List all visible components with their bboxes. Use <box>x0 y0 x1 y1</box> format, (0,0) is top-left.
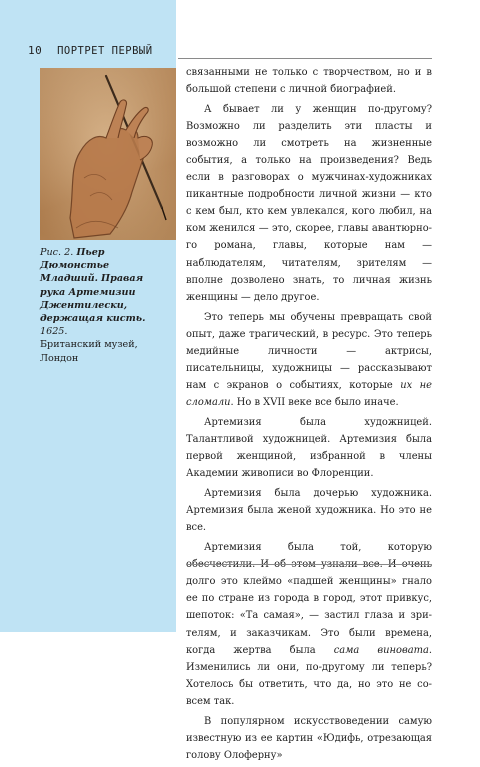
paragraph-3-text-a: Это теперь мы обучены превращать свой опыт, даже трагический, в ресурс. Это теперь медийные личности — актрисы, писательницы, художницы — рассказывают нам с экранов о событиях, которые <box>186 311 432 391</box>
paragraph-6-text-b: . Изменились ли они, по-другому ли теперь? Хотелось бы ответить, что да, но это не совсем так. <box>186 644 432 707</box>
paragraph-3-text-b: . Но в XVII веке все было иначе. <box>230 396 399 408</box>
caption-title: Правая рука Артемизии Джентилески, держащая кисть. <box>40 273 146 325</box>
paragraph-5: Артемизия была дочерью художника. Артемизия была женой художника. Но это не все. <box>186 488 432 534</box>
paragraph-4: Артемизия была художницей. Талантливой художницей. Артемизия была первой женщиной, избранной в члены Академии живописи во Флоренции. <box>186 416 432 480</box>
footer-rule <box>186 564 432 565</box>
figure-drawing-hand <box>40 68 176 240</box>
chapter-title: ПОРТРЕТ ПЕРВЫЙ <box>57 45 153 57</box>
paragraph-3 <box>186 309 432 411</box>
main-text-column <box>186 64 432 767</box>
caption-prefix: Рис. 2. <box>40 247 77 258</box>
hand-drawing-illustration <box>40 68 176 240</box>
paragraph-6-text-a: Артемизия была той, которую долго это клеймо «падшей женщины» гнало ее по стране из города в город, этот привкус, шепоток: «Та самая», — застил глаза и зрителям, и заказчикам. Это были времена, когда жертва была <box>186 542 432 656</box>
paragraph-7: В популярном искусствоведении самую известную из ее картин «Юдифь, отрезающая голову Олоферну» <box>186 715 432 761</box>
figure-caption <box>40 246 168 365</box>
running-head <box>28 44 153 60</box>
page-number: 10 <box>28 44 43 57</box>
paragraph-1: связанными не только с творчеством, но и в большой степени с личной биографией. <box>186 67 432 96</box>
caption-author: Пьер Дюмонстье Младший. <box>40 247 110 285</box>
paragraph-2: А бывает ли у женщин по-другому? Возможно ли разделить эти пласты и возможно ли смотреть на жизненные события, а только на произведения? Ведь если в разговорах о мужчинах-художниках пикантные подробности личной жизни — кто с кем был, кто кем увлекался, кого любил, на ком женился — это, скорее, главы авантюрного романа, главы, которые нам — наблюдателям, читателям, зрителям — вполне дозволено знать, то личная жизнь женщины — дело другое. <box>186 104 432 303</box>
paragraph-6-emphasis: сама виновата <box>333 644 429 656</box>
caption-location: Британский музей, Лондон <box>40 339 138 364</box>
caption-year: 1625. <box>40 326 68 338</box>
header-rule <box>178 58 432 59</box>
paragraph-3-emphasis: их не сломали <box>186 379 432 408</box>
